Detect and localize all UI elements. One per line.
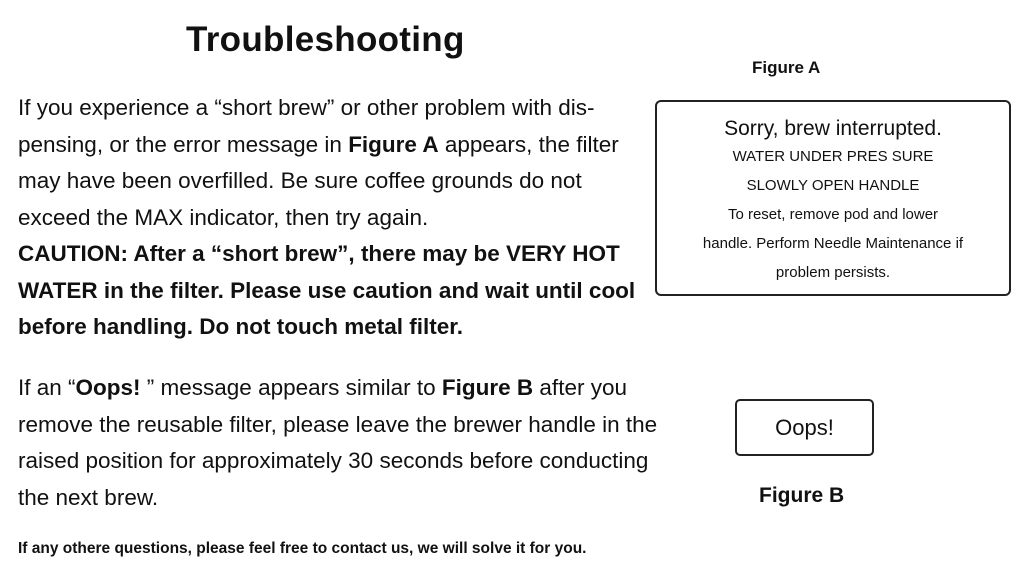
error-line-open-handle: SLOWLY OPEN HANDLE <box>746 177 920 194</box>
figure-b-label: Figure B <box>759 484 845 507</box>
caution-text: CAUTION: After a “short brew”, there may be VERY HOT WATER in the filter. Please use caution and wait until cool before handling. Do not touch metal filter. <box>18 241 636 339</box>
figure-a-error-display <box>655 100 1011 296</box>
para2-text-end: after you remove the reusable filter, please leave the brewer handle in the raised position for approximately 30 seconds before conducting the next brew. <box>18 375 658 510</box>
contact-footer: If any othere questions, please feel free to contact us, we will solve it for you. <box>18 540 587 557</box>
figure-b-oops-display <box>735 399 874 456</box>
error-message-title: Sorry, brew interrupted. <box>724 117 942 140</box>
figure-a-label: Figure A <box>752 58 821 77</box>
short-brew-paragraph <box>18 90 658 346</box>
para2-text-middle: ” message appears similar to <box>146 375 442 400</box>
para1-text-end: appears, the filter may have been overfilled. Be sure coffee grounds do not exceed the MAX indicator, then try again. <box>18 131 619 230</box>
error-line-water-pressure: WATER UNDER PRES SURE <box>732 148 934 165</box>
page-title: Troubleshooting <box>186 20 465 59</box>
error-line-persists: problem persists. <box>775 264 891 281</box>
oops-word: Oops! <box>75 375 147 400</box>
para1-text-start: If you experience a “short brew” or other problem with dis-pensing, or the error message in <box>18 95 595 157</box>
error-line-reset: To reset, remove pod and lower <box>727 206 939 223</box>
oops-paragraph <box>18 370 658 516</box>
figure-a-reference: Figure A <box>348 131 439 157</box>
error-line-maintenance: handle. Perform Needle Maintenance if <box>702 235 964 252</box>
figure-b-reference: Figure B <box>441 375 534 400</box>
oops-display-text: Oops! <box>775 414 834 440</box>
para2-text-start: If an “ <box>18 375 76 400</box>
